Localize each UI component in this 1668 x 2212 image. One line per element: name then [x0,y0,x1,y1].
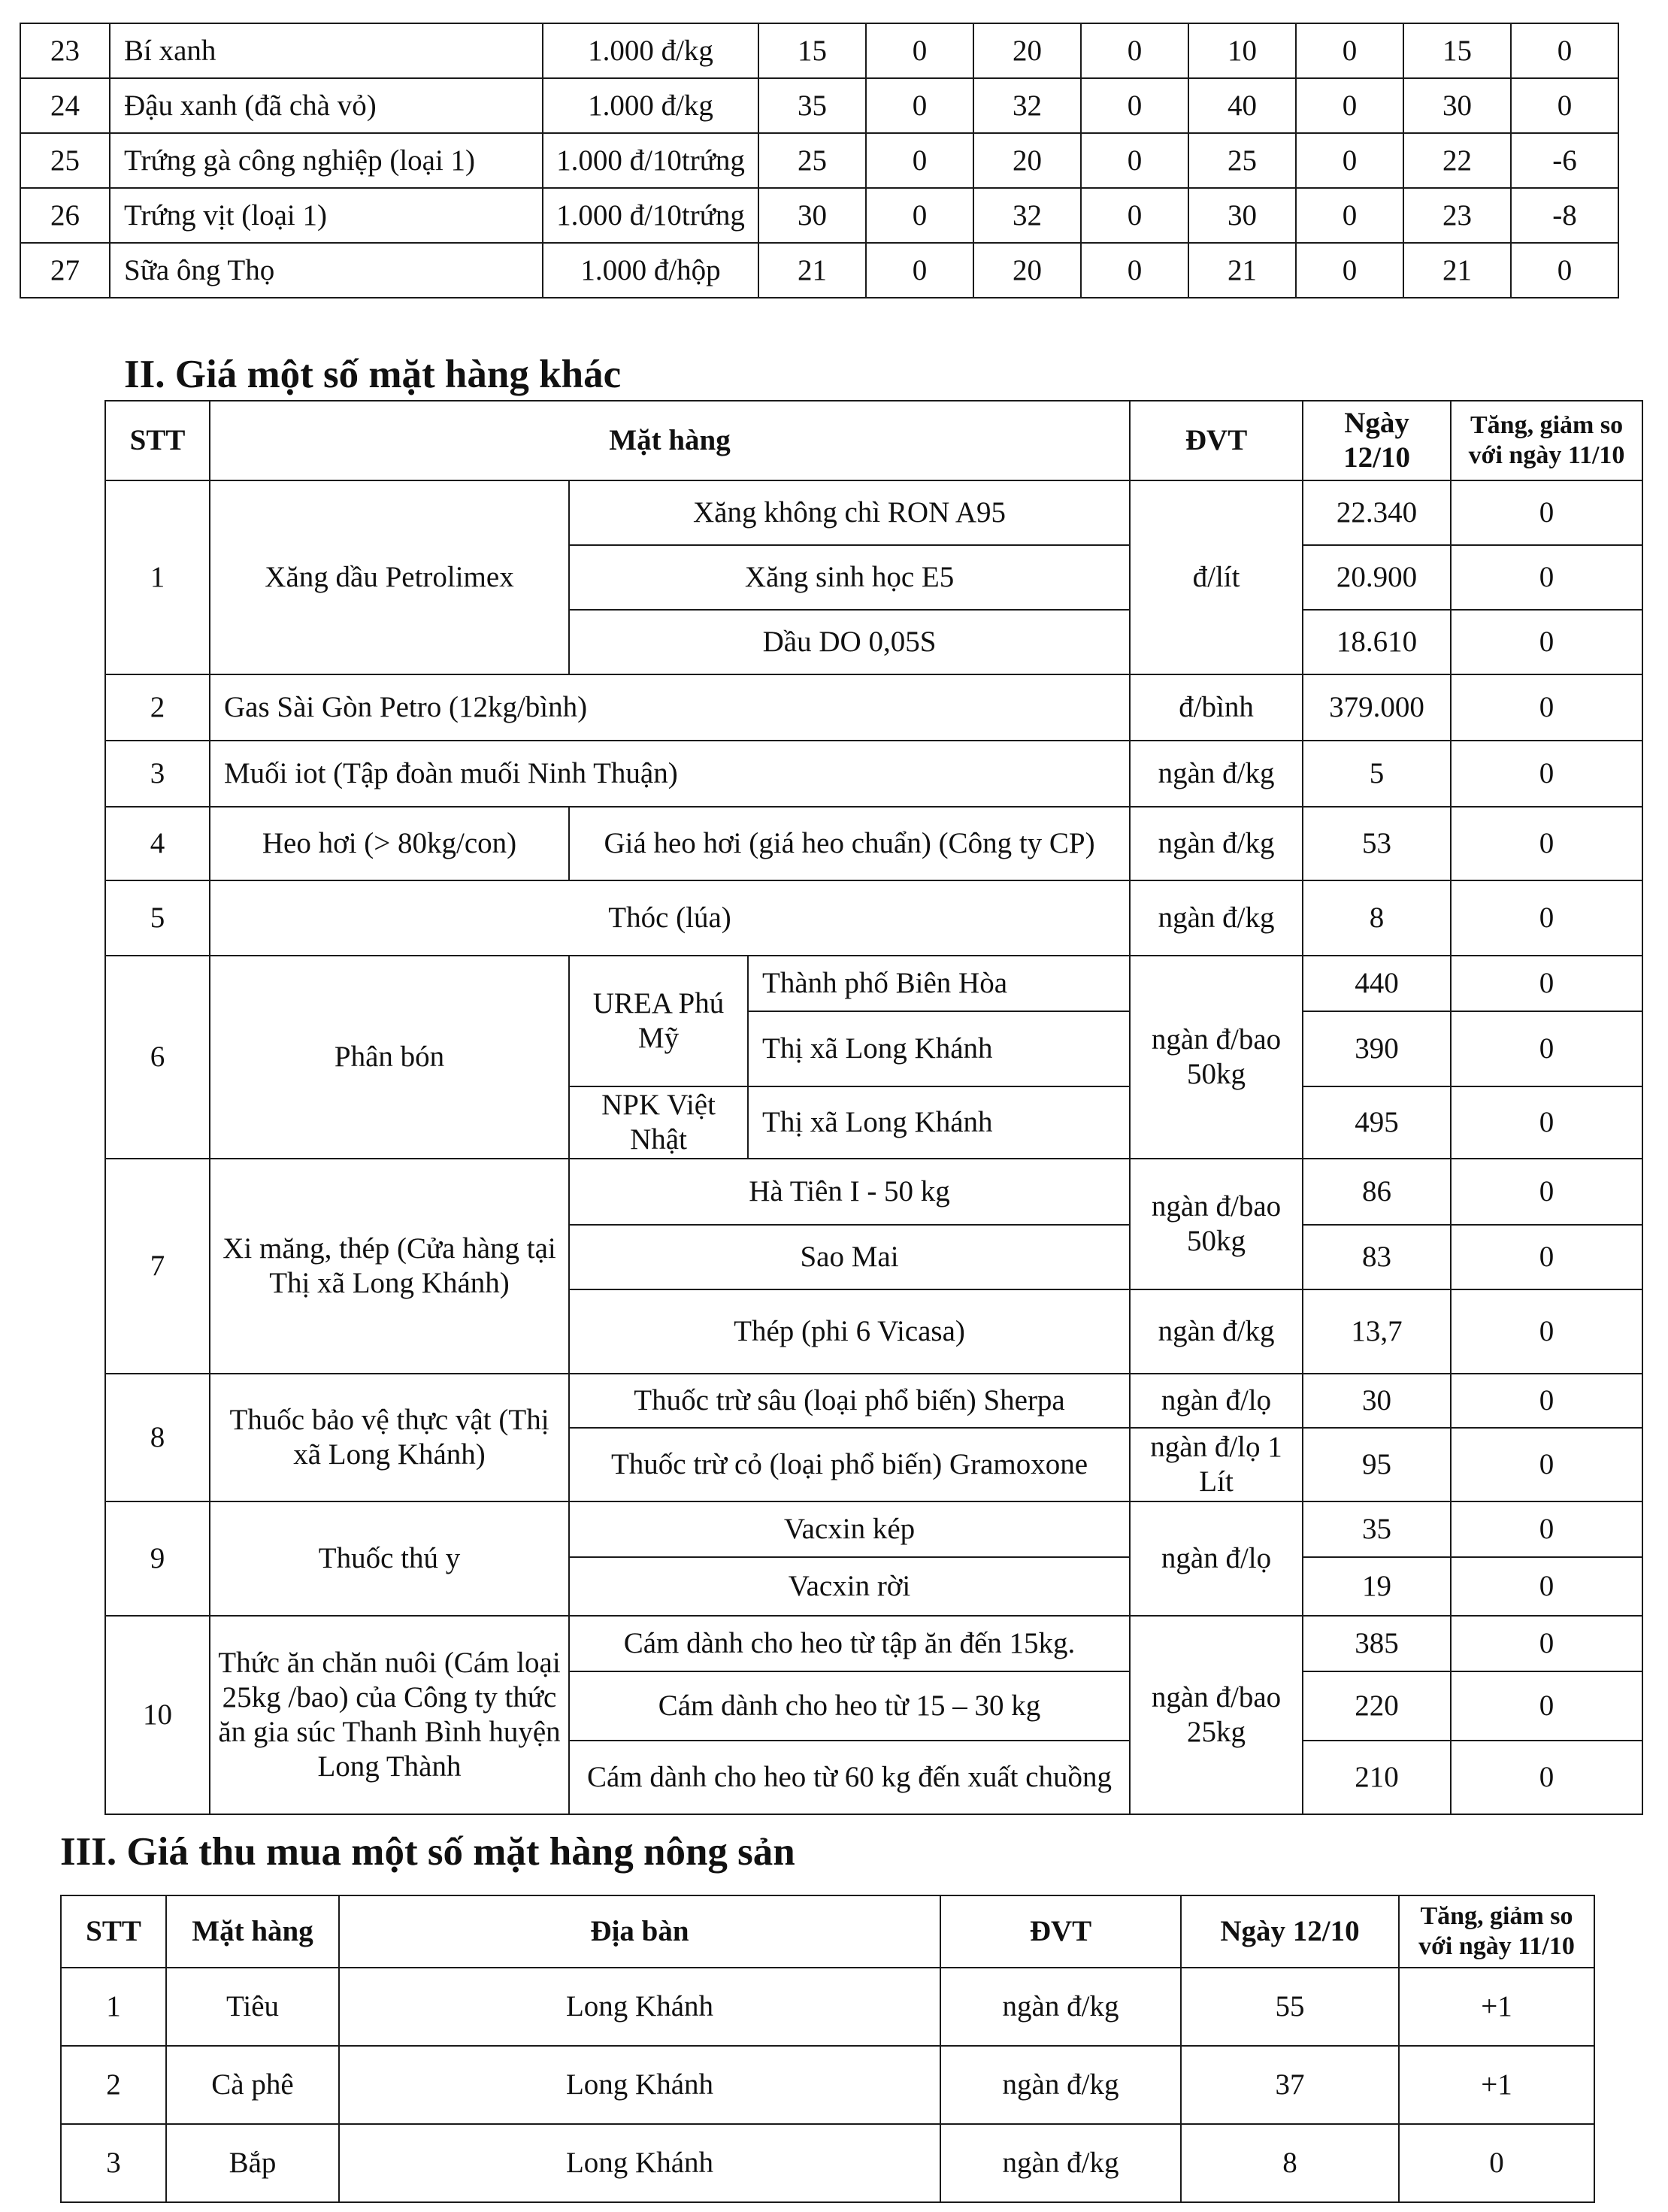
section-2-title: II. Giá một số mặt hàng khác [124,353,622,396]
price-cell: 55 [1181,1968,1399,2046]
item-cell: Bắp [166,2124,339,2202]
change-cell: 0 [1451,1671,1642,1741]
header-unit: ĐVT [940,1895,1181,1968]
header-change: Tăng, giảm so với ngày 11/10 [1451,401,1642,480]
item-cell: Cám dành cho heo từ tập ăn đến 15kg. [569,1616,1130,1671]
change-cell: 0 [1451,1501,1642,1557]
group-cell: Thuốc bảo vệ thực vật (Thị xã Long Khánh) [210,1374,569,1501]
value-cell: 0 [1081,243,1188,298]
item-cell: Đậu xanh (đã chà vỏ) [110,78,543,133]
change-cell: 0 [1451,956,1642,1011]
item-cell: Hà Tiên I - 50 kg [569,1159,1130,1225]
price-cell: 37 [1181,2046,1399,2124]
header-item: Mặt hàng [210,401,1130,480]
value-cell: 30 [758,188,866,243]
item-cell: Giá heo hơi (giá heo chuẩn) (Công ty CP) [569,807,1130,880]
unit-cell: ngàn đ/lọ 1 Lít [1130,1428,1303,1501]
price-cell: 440 [1303,956,1451,1011]
change-cell: 0 [1451,610,1642,674]
value-cell: 25 [1188,133,1296,188]
unit-cell: 1.000 đ/kg [543,78,758,133]
item-cell: Tiêu [166,1968,339,2046]
item-cell: Thép (phi 6 Vicasa) [569,1289,1130,1374]
stt-cell: 6 [105,956,210,1159]
section-3-title: III. Giá thu mua một số mặt hàng nông sản [60,1830,795,1874]
item-cell: Thóc (lúa) [210,880,1130,956]
value-cell: 0 [1081,78,1188,133]
value-cell: 0 [1511,78,1618,133]
item-cell: Cám dành cho heo từ 60 kg đến xuất chuồng [569,1741,1130,1814]
table-row [20,23,1618,78]
price-cell: 13,7 [1303,1289,1451,1374]
price-cell: 220 [1303,1671,1451,1741]
value-cell: 0 [866,133,973,188]
price-cell: 53 [1303,807,1451,880]
header-date: Ngày 12/10 [1181,1895,1399,1968]
unit-cell: 1.000 đ/10trứng [543,133,758,188]
value-cell: 21 [1403,243,1511,298]
item-cell: Thành phố Biên Hòa [748,956,1130,1011]
change-cell: 0 [1451,1428,1642,1501]
area-cell: Long Khánh [339,2046,940,2124]
value-cell: -6 [1511,133,1618,188]
unit-cell: ngàn đ/bao 50kg [1130,1159,1303,1289]
change-cell: +1 [1399,1968,1594,2046]
item-cell: Gas Sài Gòn Petro (12kg/bình) [210,674,1130,741]
price-cell: 22.340 [1303,480,1451,545]
group-cell: Thức ăn chăn nuôi (Cám loại 25kg /bao) của Công ty thức ăn gia súc Thanh Bình huyện Long Thành [210,1616,569,1814]
item-cell: Thị xã Long Khánh [748,1011,1130,1086]
change-cell: 0 [1451,1011,1642,1086]
unit-cell: ngàn đ/kg [940,2046,1181,2124]
stt-cell: 2 [61,2046,166,2124]
header-stt: STT [105,401,210,480]
value-cell: 15 [758,23,866,78]
value-cell: 0 [1296,243,1403,298]
value-cell: 0 [1081,133,1188,188]
change-cell: 0 [1451,880,1642,956]
change-cell: 0 [1451,1159,1642,1225]
stt-cell: 3 [105,741,210,807]
item-cell: Cà phê [166,2046,339,2124]
price-cell: 8 [1303,880,1451,956]
value-cell: 0 [1296,23,1403,78]
change-cell: 0 [1451,1616,1642,1671]
table-row [61,1968,1594,2046]
change-cell: 0 [1451,545,1642,610]
value-cell: 0 [866,78,973,133]
item-cell: Sữa ông Thọ [110,243,543,298]
unit-cell: ngàn đ/bao 25kg [1130,1616,1303,1814]
unit-cell: ngàn đ/lọ [1130,1501,1303,1616]
stt-cell: 24 [20,78,110,133]
unit-cell: ngàn đ/lọ [1130,1374,1303,1428]
stt-cell: 26 [20,188,110,243]
stt-cell: 1 [105,480,210,674]
value-cell: 10 [1188,23,1296,78]
unit-cell: đ/lít [1130,480,1303,674]
unit-cell: đ/bình [1130,674,1303,741]
value-cell: 21 [758,243,866,298]
item-cell: Vacxin rời [569,1557,1130,1616]
change-cell: 0 [1399,2124,1594,2202]
value-cell: 0 [866,243,973,298]
price-cell: 35 [1303,1501,1451,1557]
price-cell: 86 [1303,1159,1451,1225]
stt-cell: 23 [20,23,110,78]
value-cell: 20 [973,23,1081,78]
unit-cell: ngàn đ/kg [1130,880,1303,956]
item-cell: Bí xanh [110,23,543,78]
price-cell: 495 [1303,1086,1451,1159]
value-cell: 0 [1296,133,1403,188]
subgroup-cell: UREA Phú Mỹ [569,956,748,1086]
group-cell: Phân bón [210,956,569,1159]
unit-cell: ngàn đ/kg [940,2124,1181,2202]
value-cell: 32 [973,188,1081,243]
other-goods-price-table [104,400,1643,1815]
item-cell: Sao Mai [569,1225,1130,1289]
value-cell: 30 [1188,188,1296,243]
item-cell: Cám dành cho heo từ 15 – 30 kg [569,1671,1130,1741]
value-cell: 20 [973,243,1081,298]
farm-produce-price-table [60,1895,1595,2203]
table-row [61,2124,1594,2202]
stt-cell: 7 [105,1159,210,1374]
value-cell: 40 [1188,78,1296,133]
value-cell: 20 [973,133,1081,188]
item-cell: Xăng sinh học E5 [569,545,1130,610]
table-row [20,188,1618,243]
group-cell: Xi măng, thép (Cửa hàng tại Thị xã Long Khánh) [210,1159,569,1374]
unit-cell: ngàn đ/kg [1130,807,1303,880]
stt-cell: 4 [105,807,210,880]
item-cell: Dầu DO 0,05S [569,610,1130,674]
change-cell: 0 [1451,480,1642,545]
value-cell: 25 [758,133,866,188]
stt-cell: 10 [105,1616,210,1814]
subgroup-cell: NPK Việt Nhật [569,1086,748,1159]
food-price-table [20,23,1619,298]
price-cell: 95 [1303,1428,1451,1501]
change-cell: 0 [1451,1741,1642,1814]
item-cell: Xăng không chì RON A95 [569,480,1130,545]
header-area: Địa bàn [339,1895,940,1968]
table-row [61,2046,1594,2124]
value-cell: 0 [866,188,973,243]
price-cell: 385 [1303,1616,1451,1671]
group-cell: Xăng dầu Petrolimex [210,480,569,674]
change-cell: 0 [1451,741,1642,807]
value-cell: 0 [1081,188,1188,243]
value-cell: 30 [1403,78,1511,133]
stt-cell: 9 [105,1501,210,1616]
item-cell: Thị xã Long Khánh [748,1086,1130,1159]
area-cell: Long Khánh [339,1968,940,2046]
value-cell: 22 [1403,133,1511,188]
unit-cell: ngàn đ/kg [1130,1289,1303,1374]
value-cell: 35 [758,78,866,133]
unit-cell: 1.000 đ/10trứng [543,188,758,243]
item-cell: Trứng gà công nghiệp (loại 1) [110,133,543,188]
price-cell: 379.000 [1303,674,1451,741]
stt-cell: 1 [61,1968,166,2046]
price-cell: 18.610 [1303,610,1451,674]
change-cell: 0 [1451,1225,1642,1289]
change-cell: 0 [1451,1086,1642,1159]
value-cell: 15 [1403,23,1511,78]
price-cell: 30 [1303,1374,1451,1428]
table-row [20,133,1618,188]
table-row [20,78,1618,133]
area-cell: Long Khánh [339,2124,940,2202]
value-cell: 32 [973,78,1081,133]
change-cell: +1 [1399,2046,1594,2124]
value-cell: 21 [1188,243,1296,298]
header-change: Tăng, giảm so với ngày 11/10 [1399,1895,1594,1968]
value-cell: 23 [1403,188,1511,243]
stt-cell: 2 [105,674,210,741]
header-date: Ngày 12/10 [1303,401,1451,480]
stt-cell: 8 [105,1374,210,1501]
change-cell: 0 [1451,674,1642,741]
group-cell: Thuốc thú y [210,1501,569,1616]
price-cell: 83 [1303,1225,1451,1289]
unit-cell: ngàn đ/kg [1130,741,1303,807]
value-cell: 0 [1081,23,1188,78]
unit-cell: ngàn đ/bao 50kg [1130,956,1303,1159]
item-cell: Thuốc trừ sâu (loại phổ biến) Sherpa [569,1374,1130,1428]
stt-cell: 27 [20,243,110,298]
change-cell: 0 [1451,1557,1642,1616]
price-cell: 210 [1303,1741,1451,1814]
stt-cell: 5 [105,880,210,956]
change-cell: 0 [1451,1289,1642,1374]
item-cell: Vacxin kép [569,1501,1130,1557]
item-cell: Muối iot (Tập đoàn muối Ninh Thuận) [210,741,1130,807]
price-cell: 20.900 [1303,545,1451,610]
item-cell: Thuốc trừ cỏ (loại phổ biến) Gramoxone [569,1428,1130,1501]
unit-cell: ngàn đ/kg [940,1968,1181,2046]
price-cell: 390 [1303,1011,1451,1086]
unit-cell: 1.000 đ/hộp [543,243,758,298]
price-cell: 5 [1303,741,1451,807]
stt-cell: 25 [20,133,110,188]
value-cell: 0 [1511,243,1618,298]
value-cell: 0 [1511,23,1618,78]
change-cell: 0 [1451,807,1642,880]
value-cell: 0 [866,23,973,78]
value-cell: -8 [1511,188,1618,243]
price-cell: 19 [1303,1557,1451,1616]
group-cell: Heo hơi (> 80kg/con) [210,807,569,880]
header-unit: ĐVT [1130,401,1303,480]
value-cell: 0 [1296,78,1403,133]
header-item: Mặt hàng [166,1895,339,1968]
item-cell: Trứng vịt (loại 1) [110,188,543,243]
table-row [20,243,1618,298]
header-stt: STT [61,1895,166,1968]
price-cell: 8 [1181,2124,1399,2202]
change-cell: 0 [1451,1374,1642,1428]
stt-cell: 3 [61,2124,166,2202]
value-cell: 0 [1296,188,1403,243]
unit-cell: 1.000 đ/kg [543,23,758,78]
